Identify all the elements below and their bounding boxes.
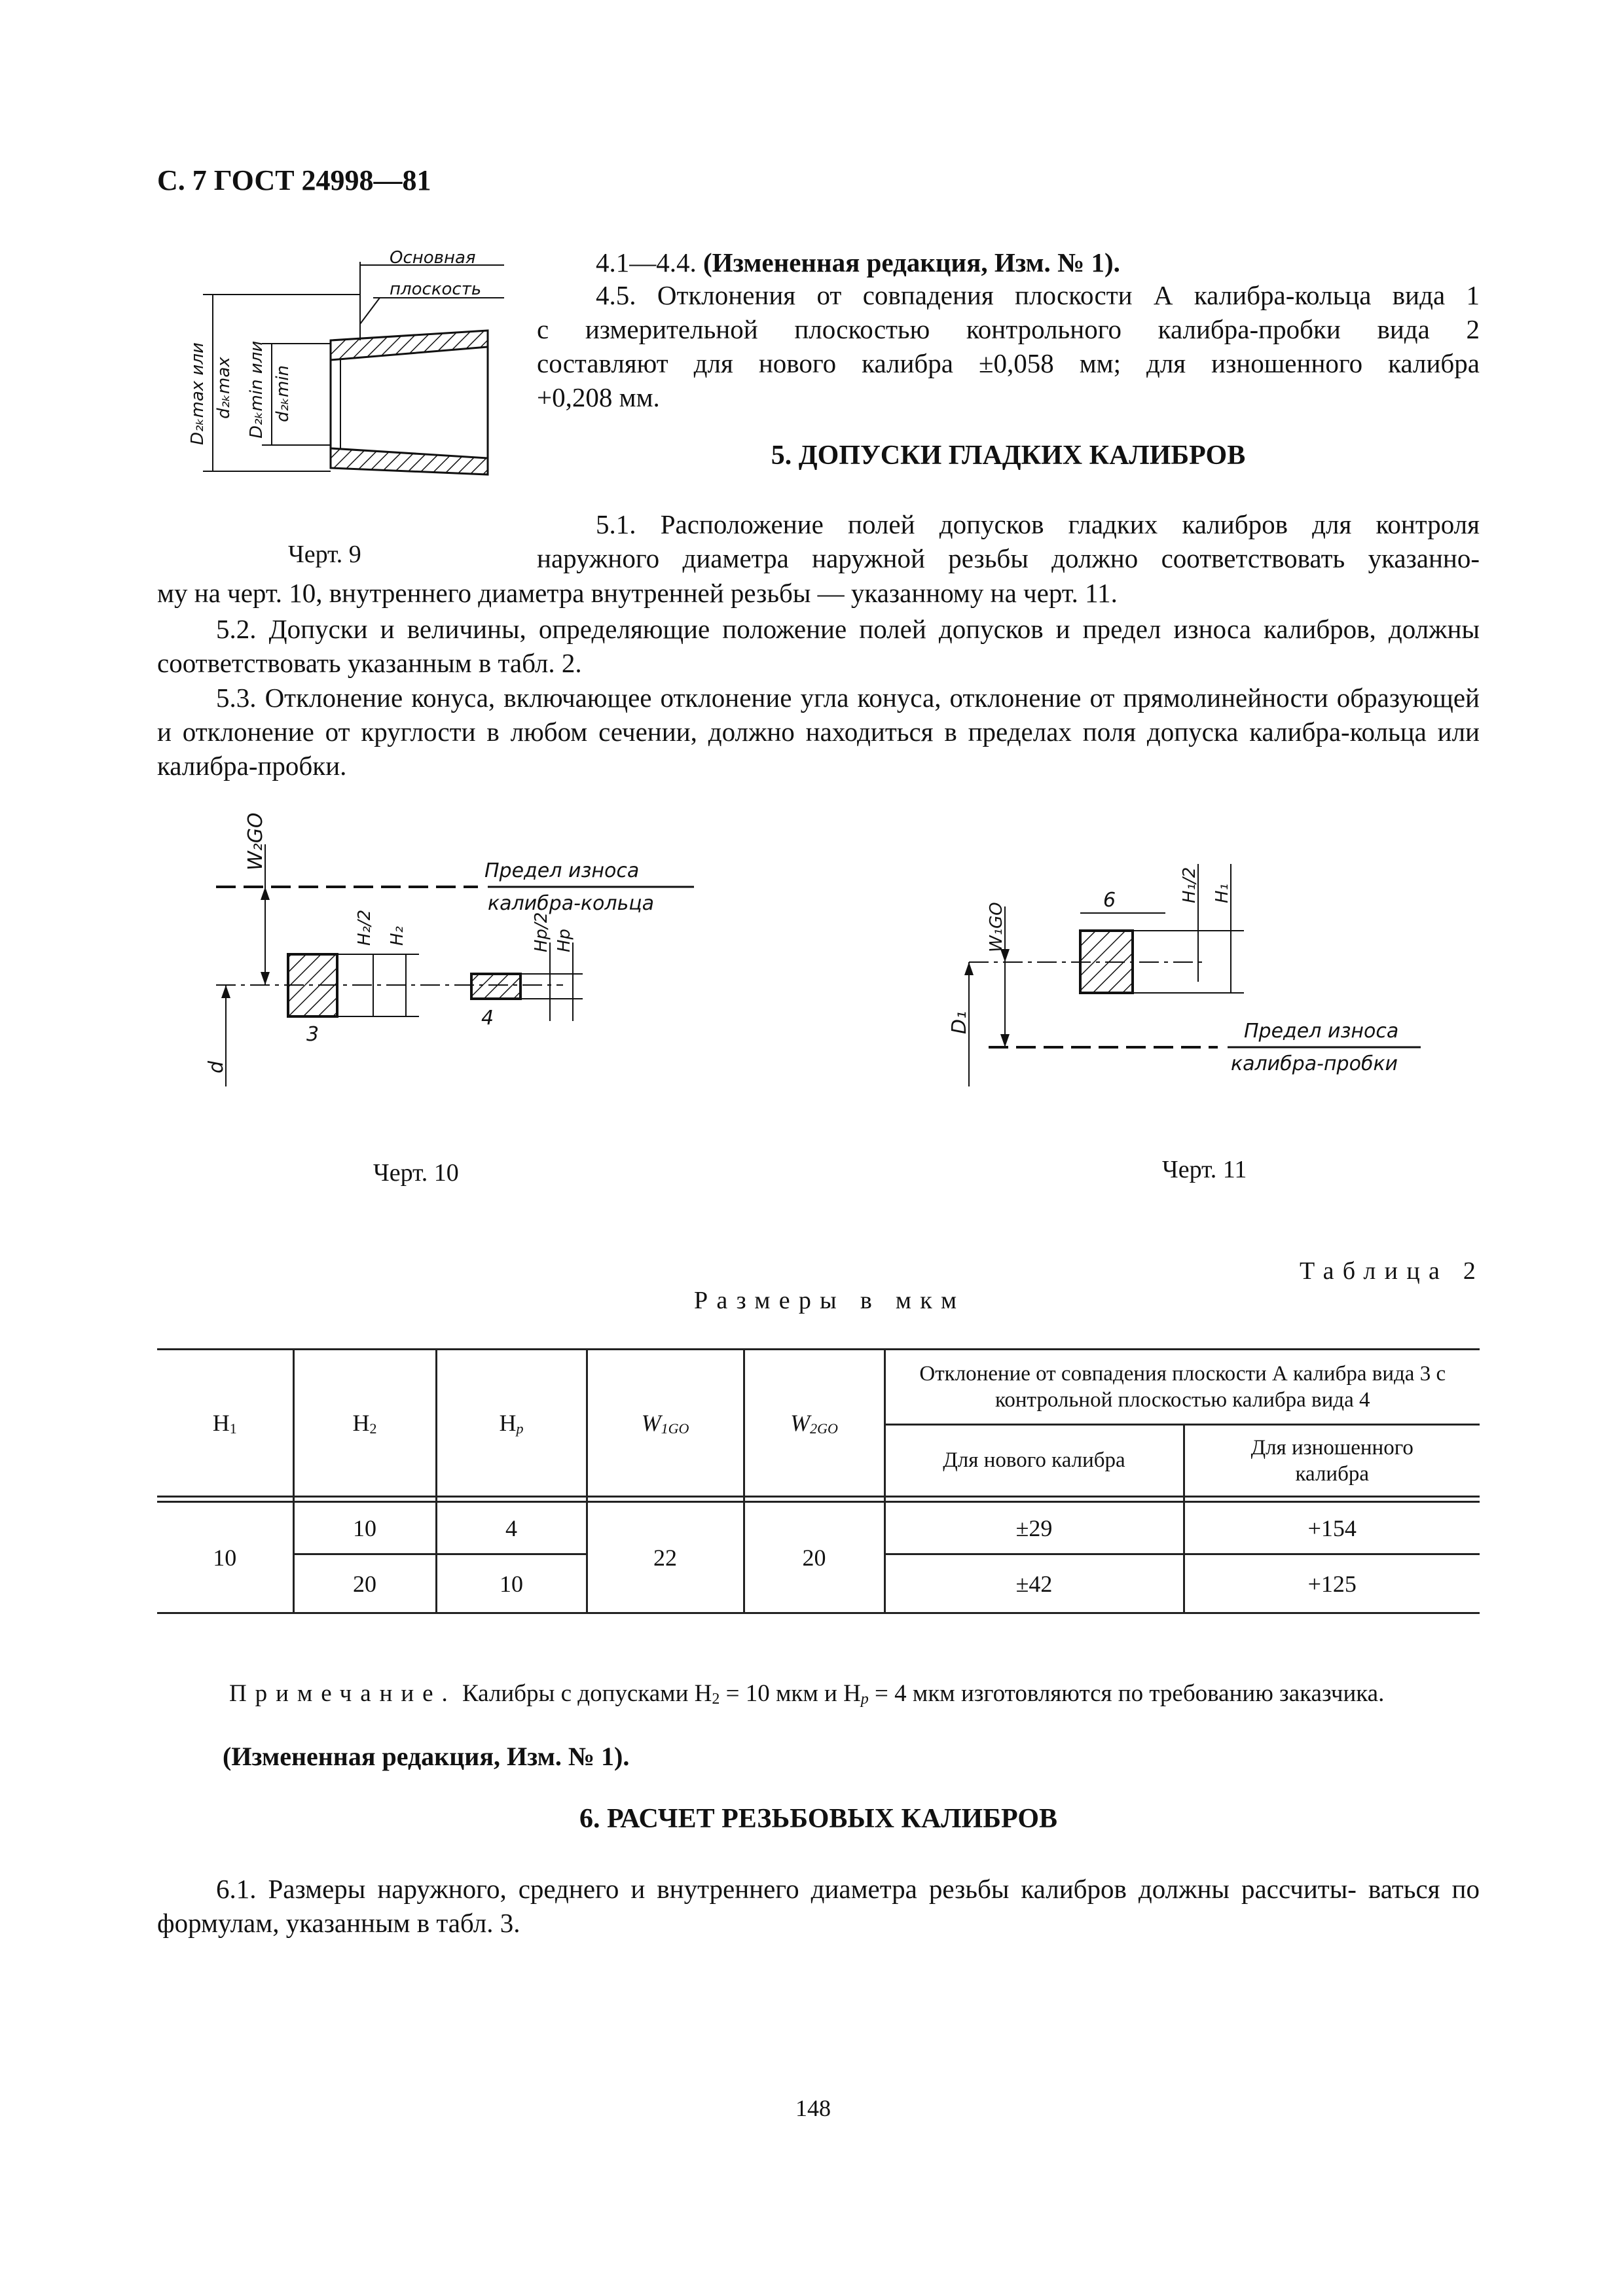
- paragraph-4-1: [596, 245, 1480, 279]
- th-W1GO: W1GO: [587, 1350, 744, 1497]
- fig11-dim-H1: H₁: [1213, 884, 1232, 903]
- cell-H1: 10: [157, 1502, 293, 1613]
- p45-line1: 4.5. Отклонения от совпадения плоскости А калибра-кольца вида 1: [596, 280, 1480, 310]
- fig11-dim-H1half: H₁/2: [1180, 867, 1199, 903]
- th-new: Для нового калибра: [884, 1425, 1184, 1497]
- ring-wall-bottom: [331, 448, 488, 475]
- p51-line2: наружного диаметра наружной резьбы должно соответствовать указанно-: [537, 543, 1480, 573]
- cell-worn: +125: [1184, 1554, 1480, 1613]
- figure-10-caption: Черт. 10: [373, 1159, 459, 1187]
- fig10-zone-4: [471, 974, 520, 999]
- paragraph-5-1a: [537, 507, 1480, 575]
- table-2: [157, 1348, 1480, 1614]
- cell-H2: 10: [293, 1502, 436, 1554]
- fig10-limit-label-1: Предел износа: [484, 859, 640, 882]
- cell-Hp: 4: [436, 1502, 587, 1554]
- fig9-plane-label-2: плоскость: [390, 279, 482, 299]
- fig10-label-3: 3: [306, 1023, 319, 1046]
- fig9-dim-d2kmin: d₂ₖmin: [273, 365, 293, 422]
- section-5-title: 5. ДОПУСКИ ГЛАДКИХ КАЛИБРОВ: [771, 440, 1246, 471]
- fig9-dim-d2kmax: d₂ₖmax: [214, 357, 234, 419]
- figure-9-caption: Черт. 9: [288, 541, 361, 568]
- cell-worn: +154: [1184, 1502, 1480, 1554]
- cell-new: ±42: [884, 1554, 1184, 1613]
- table-2-title: Таблица 2: [1300, 1257, 1485, 1285]
- fig10-dim-H2half: H₂/2: [355, 909, 374, 946]
- figure-11-drawing: [930, 844, 1467, 1093]
- figure-9-drawing: [164, 249, 530, 511]
- fig10-label-d: d: [205, 1060, 228, 1073]
- table-divider: [157, 1497, 1480, 1502]
- th-Hp: Hp: [436, 1350, 587, 1497]
- fig10-dim-W2GO: W₂GO: [244, 812, 267, 870]
- fig10-limit-label-2: калибра-кольца: [488, 892, 655, 915]
- paragraph-5-3: 5.3. Отклонение конуса, включающее отклонение угла конуса, отклонение от прямолинейности образующей и отклонение от круглости в любом сечении, должно находиться в пределах поля допуска калибра-кольца или калибра-пробки.: [157, 683, 1480, 781]
- fig10-zone-3: [288, 954, 337, 1016]
- note-label: Примечание.: [229, 1680, 456, 1707]
- cell-Hp: 10: [436, 1554, 587, 1613]
- fig10-dim-H2: H₂: [388, 926, 407, 946]
- section-6-title: 6. РАСЧЕТ РЕЗЬБОВЫХ КАЛИБРОВ: [579, 1804, 1058, 1834]
- cell-H2: 20: [293, 1554, 436, 1613]
- fig11-label-D1: D₁: [948, 1011, 971, 1034]
- fig9-plane-label-1: Основная: [390, 249, 476, 268]
- paragraph-4-5: [537, 278, 1480, 414]
- th-H2: H2: [293, 1350, 436, 1497]
- note-edition: (Измененная редакция, Изм. № 1).: [223, 1742, 630, 1771]
- fig9-dim-D2kmin: D₂ₖmin или: [247, 340, 266, 439]
- ring-wall-top: [331, 331, 488, 360]
- fig11-limit-label-1: Предел износа: [1244, 1020, 1399, 1043]
- fig11-dim-W1GO: W₁GO: [987, 902, 1006, 952]
- fig9-dim-D2kmax: D₂ₖmax или: [188, 342, 208, 445]
- p51-line3: му на черт. 10, внутреннего диаметра внутренней резьбы — указанному на черт. 11.: [157, 578, 1118, 608]
- th-H1: H1: [157, 1350, 293, 1497]
- fig11-limit-label-2: калибра-пробки: [1231, 1052, 1398, 1075]
- p45-line3: составляют для нового калибра ±0,058 мм; для изношенного калибра: [537, 348, 1480, 378]
- figure-10-drawing: [196, 812, 720, 1100]
- table-row: [157, 1502, 1480, 1554]
- cell-W2GO: 20: [744, 1502, 884, 1613]
- p45-line4: +0,208 мм.: [537, 382, 660, 412]
- table-note: Примечание. Калибры с допусками H2 = 10 мкм и Hp = 4 мкм изготовляются по требованию заказчика.: [229, 1680, 1385, 1708]
- cell-W1GO: 22: [587, 1502, 744, 1613]
- th-W2GO: W2GO: [744, 1350, 884, 1497]
- paragraph-5-2: 5.2. Допуски и величины, определяющие положение полей допусков и предел износа калибров, должны соответствовать указанным в табл. 2.: [157, 614, 1480, 678]
- fig10-label-4: 4: [481, 1007, 494, 1030]
- figure-11-caption: Черт. 11: [1162, 1156, 1247, 1183]
- paragraph-6-1: 6.1. Размеры наружного, среднего и внутреннего диаметра резьбы калибров должны рассчиты- ваться по формулам, указанным в табл. 3.: [157, 1874, 1480, 1938]
- page-header: С. 7 ГОСТ 24998—81: [157, 164, 431, 196]
- cell-new: ±29: [884, 1502, 1184, 1554]
- th-deviation: Отклонение от совпадения плоскости А калибра вида 3 с контрольной плоскостью калибра вида 4: [884, 1350, 1480, 1425]
- table-2-units: Размеры в мкм: [694, 1287, 966, 1314]
- fig11-label-6: 6: [1103, 889, 1116, 912]
- paragraph-5-1b: [157, 576, 1480, 610]
- p41-edition: (Измененная редакция, Изм. № 1).: [703, 247, 1120, 278]
- p41-ref: 4.1—4.4.: [596, 247, 703, 278]
- th-worn: Для изношенного калибра: [1184, 1425, 1480, 1497]
- fig10-dim-Hphalf: Hp/2: [532, 912, 551, 952]
- page-number: 148: [795, 2095, 831, 2121]
- table-header-row: [157, 1350, 1480, 1425]
- fig10-dim-Hp: Hp: [555, 928, 574, 952]
- p45-line2: с измерительной плоскостью контрольного калибра-пробки вида 2: [537, 314, 1480, 344]
- p51-line1: 5.1. Расположение полей допусков гладких калибров для контроля: [596, 509, 1480, 539]
